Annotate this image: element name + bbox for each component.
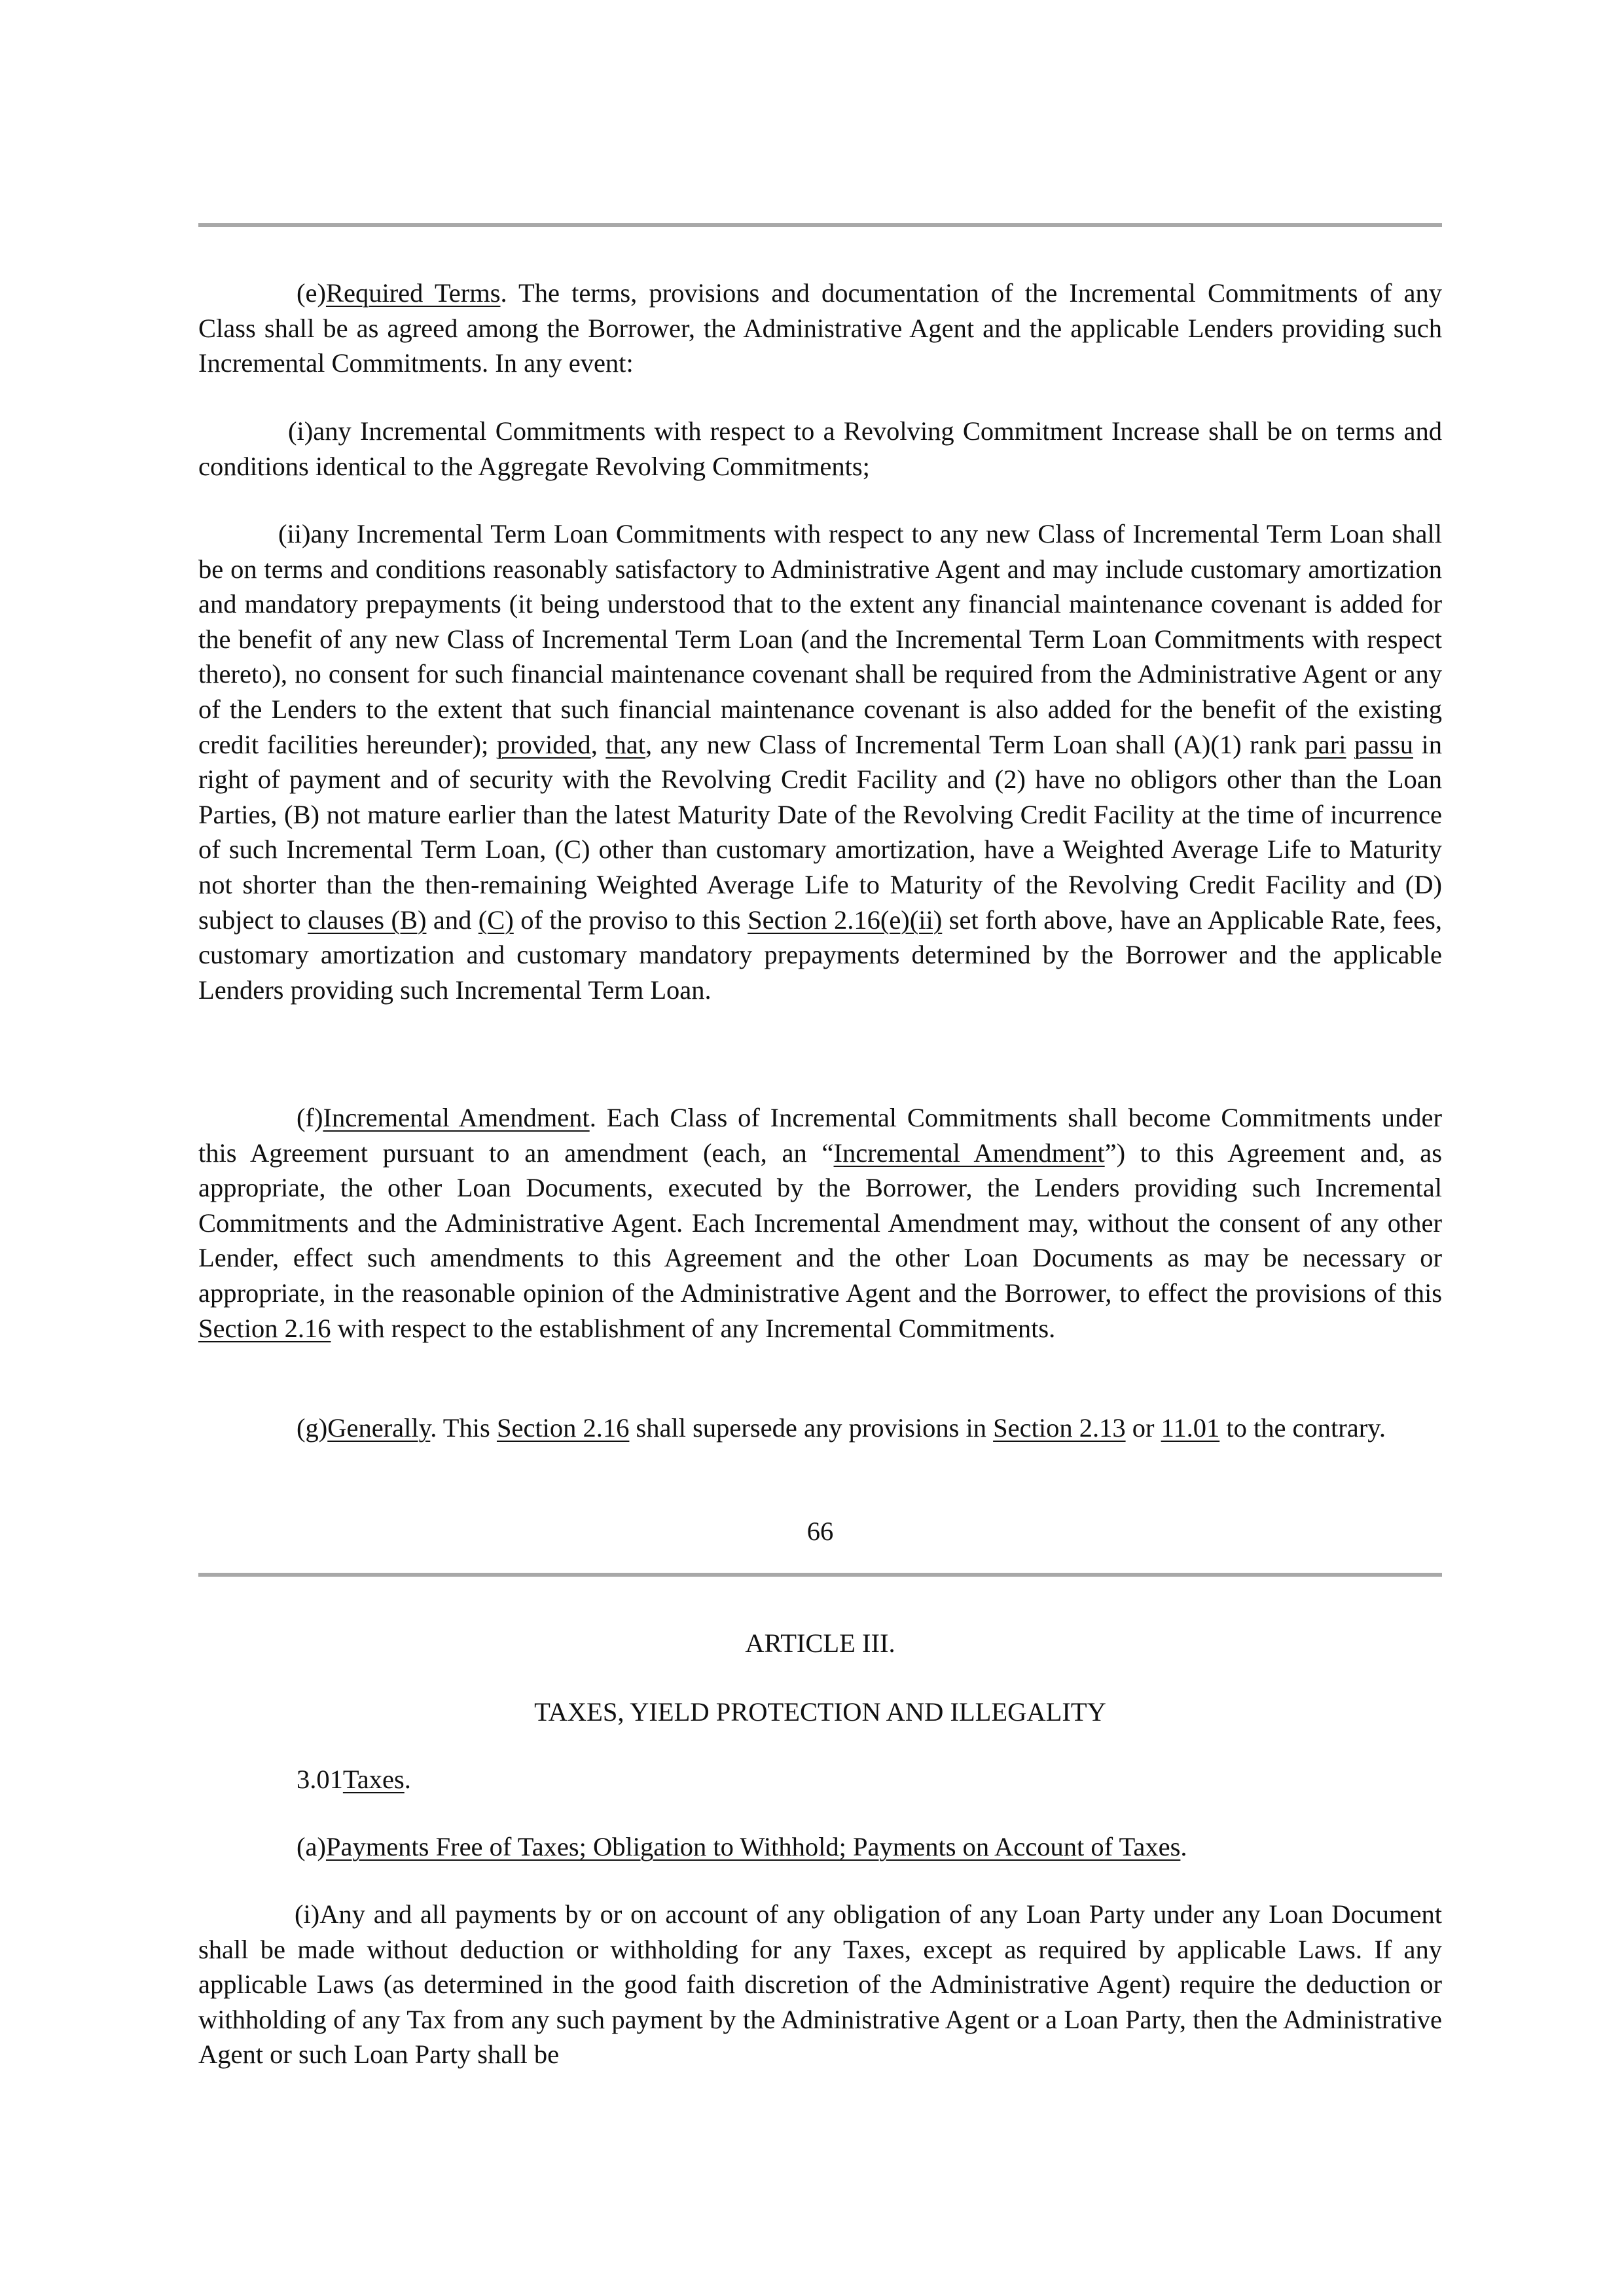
clause-e-ii-number: (ii): [278, 519, 311, 548]
clause-e-ii-separator: ,: [590, 729, 606, 759]
section-g-heading: Generally: [327, 1413, 431, 1443]
article-number: ARTICLE III.: [745, 1628, 895, 1658]
section-e-text: . The terms, provisions and documentation of the Incremental Commitments of any Class shall be as agreed among the Borrower, the Administrative Agent and the applicable Lenders providing such Incremental Commitments. In any event:: [198, 278, 1442, 378]
section-g-text-1: . This: [430, 1413, 497, 1443]
section-f-number: (f): [297, 1103, 323, 1132]
section-3-01-number: 3.01: [297, 1765, 343, 1794]
clause-e-ii-and: and: [426, 905, 478, 935]
section-f-text-1: . Each Class of Incremental Commitments shall become Commitments under this Agreement pursuant to an amendment (each, an “: [198, 1103, 1443, 1168]
section-2-16-ref: Section 2.16: [198, 1313, 331, 1343]
article-title: TAXES, YIELD PROTECTION AND ILLEGALITY: [534, 1697, 1106, 1727]
clause-a-i-paragraph: [198, 1897, 1442, 2072]
clause-e-ii-text-1: any Incremental Term Loan Commitments with respect to any new Class of Incremental Term Loan shall be on terms and conditions reasonably satisfactory to Administrative Agent and may include customary amortization and mandatory prepayments (it being understood that to the extent any financial maintenance covenant is added for the benefit of any new Class of Incremental Term Loan (and the Incremental Term Loan Commitments with respect thereto), no consent for such financial maintenance covenant shall be required from the Administrative Agent or any of the Lenders to the extent that such financial maintenance covenant is also added for the benefit of the existing credit facilities hereunder);: [198, 519, 1442, 759]
clause-e-ii-space: [1346, 730, 1354, 759]
section-f-text-3: with respect to the establishment of any Incremental Commitments.: [331, 1313, 1056, 1343]
section-f-text-2: ”) to this Agreement and, as appropriate, the other Loan Documents, executed by the Borrower, the Lenders providing such Incremental Commitments and the Administrative Agent. Each Incremental Amendment may, without the consent of any other Lender, effect such amendments to this Agreement and the other Loan Documents as may be necessary or appropriate, in the reasonable opinion of the Administrative Agent and the Borrower, to effect the provisions of this: [198, 1138, 1443, 1308]
clause-e-ii-text-5: set forth above, have an Applicable Rate, fees, customary amortization and customary mandatory prepayments determined by the Borrower and the applicable Lenders providing such Incremental Term Loan.: [198, 905, 1442, 1005]
clause-a-i-text: Any and all payments by or on account of any obligation of any Loan Party under any Loan Document shall be made without deduction or withholding for any Taxes, except as required by applicable Laws. If any applicable Laws (as determined in the good faith discretion of the Administrative Agent) require the deduction or withholding of any Tax from any such payment by the Administrative Agent or a Loan Party, then the Administrative Agent or such Loan Party shall be: [198, 1899, 1442, 2070]
section-e-heading: Required Terms: [325, 278, 501, 308]
clause-e-i-paragraph: [198, 414, 1442, 484]
clause-e-ii-text-2: , any new Class of Incremental Term Loan shall (A)(1) rank: [645, 729, 1305, 759]
provided-term: provided: [496, 729, 591, 759]
section-3-01-a-heading: [198, 1829, 1442, 1865]
passu-term: passu: [1354, 729, 1413, 759]
clause-c-ref: (C): [478, 905, 514, 935]
pari-term: pari: [1305, 729, 1346, 759]
clause-e-i-text: any Incremental Commitments with respect to a Revolving Commitment Increase shall be on terms and conditions identical to the Aggregate Revolving Commitments;: [198, 416, 1442, 481]
clause-e-ii-paragraph: [198, 516, 1442, 1007]
section-2-16-e-ii-ref: Section 2.16(e)(ii): [748, 905, 943, 935]
section-g-text-4: to the contrary.: [1219, 1413, 1386, 1443]
clause-e-ii-text-3: in right of payment and of security with the Revolving Credit Facility and (2) have no obligors other than the Loan Parties, (B) not mature earlier than the latest Maturity Date of the Revolving Credit Facility at the time of incurrence of such Incremental Term Loan, (C) other than customary amortization, have a Weighted Average Life to Maturity not shorter than the then-remaining Weighted Average Life to Maturity of the Revolving Credit Facility and (D) subject to: [198, 729, 1442, 935]
section-f-paragraph: [198, 1100, 1442, 1346]
section-3-01-a-title: Payments Free of Taxes; Obligation to Withhold; Payments on Account of Taxes: [325, 1832, 1181, 1861]
top-divider: [198, 223, 1442, 227]
section-e-paragraph: [198, 276, 1442, 381]
section-3-01-title: Taxes: [342, 1765, 405, 1794]
section-g-text-2: shall supersede any provisions in: [629, 1413, 994, 1443]
section-11-01-ref: 11.01: [1161, 1413, 1220, 1443]
section-3-01-period: .: [404, 1765, 411, 1794]
page-number: 66: [806, 1516, 834, 1546]
clause-e-ii-text-4: of the proviso to this: [513, 905, 748, 935]
clauses-b-ref: clauses (B): [308, 905, 427, 935]
section-e-number: (e): [297, 278, 326, 308]
page-break-divider: [198, 1573, 1442, 1577]
incremental-amendment-definition: Incremental Amendment: [833, 1138, 1105, 1168]
section-2-13-ref: Section 2.13: [993, 1413, 1126, 1443]
section-g-number: (g): [297, 1413, 328, 1443]
section-f-heading: Incremental Amendment: [323, 1103, 590, 1132]
section-g-paragraph: [198, 1410, 1442, 1446]
clause-a-i-number: (i): [295, 1899, 320, 1929]
section-3-01-a-number: (a): [297, 1832, 326, 1861]
section-3-01-a-period: .: [1180, 1832, 1187, 1861]
section-2-16-ref: Section 2.16: [496, 1413, 630, 1443]
section-3-01-heading: [198, 1762, 1442, 1797]
that-term: that: [605, 729, 646, 759]
clause-e-i-number: (i): [288, 416, 314, 446]
section-g-text-3: or: [1125, 1413, 1161, 1443]
